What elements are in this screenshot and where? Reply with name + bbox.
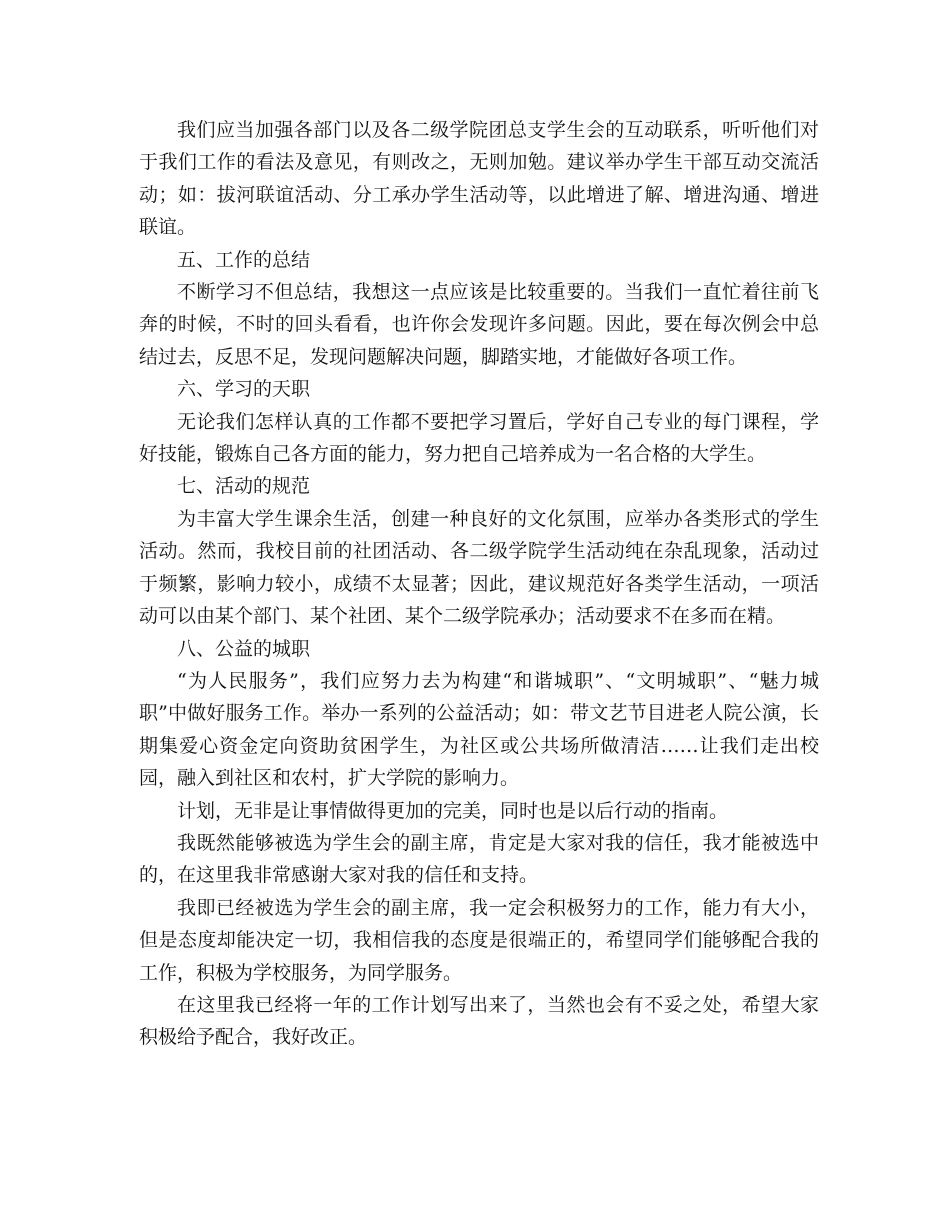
paragraph-work-summary: 不断学习不但总结，我想这一点应该是比较重要的。当我们一直忙着往前飞奔的时候，不时的回头看看，也许你会发现许多问题。因此，要在每次例会中总结过去，反思不足，发现问题解决问题，脚踏实地，才能做好各项工作。 xyxy=(139,281,819,368)
paragraph-plan-meaning: 计划，无非是让事情做得更加的完美，同时也是以后行动的指南。 xyxy=(177,799,729,822)
paragraph-public-welfare: “为人民服务”，我们应努力去为构建“和谐城职”、“文明城职”、“魅力城职”中做好服务工作。举办一系列的公益活动；如：带文艺节目进老人院公演，长期集爱心资金定向资助贫困学生，为社区或公共场所做清洁……让我们走出校园，融入到社区和农村，扩大学院的影响力。 xyxy=(139,669,819,790)
heading-study-duty: 六、学习的天职 xyxy=(177,378,311,401)
paragraph-study-duty: 无论我们怎样认真的工作都不要把学习置后，学好自己专业的每门课程，学好技能，锻炼自己各方面的能力，努力把自己培养成为一名合格的大学生。 xyxy=(139,410,819,466)
heading-public-welfare: 八、公益的城职 xyxy=(177,637,311,660)
document-body xyxy=(139,114,819,1054)
paragraph-closing: 在这里我已经将一年的工作计划写出来了，当然也会有不妥之处，希望大家积极给予配合，我好改正。 xyxy=(139,993,819,1049)
paragraph-commitment: 我即已经被选为学生会的副主席，我一定会积极努力的工作，能力有大小，但是态度却能决定一切，我相信我的态度是很端正的，希望同学们能够配合我的工作，积极为学校服务，为同学服务。 xyxy=(139,896,819,984)
heading-activity-norms: 七、活动的规范 xyxy=(177,475,311,498)
paragraph-interaction: 我们应当加强各部门以及各二级学院团总支学生会的互动联系，听听他们对于我们工作的看法及意见，有则改之，无则加勉。建议举办学生干部互动交流活动；如：拔河联谊活动、分工承办学生活动等，以此增进了解、增进沟通、增进联谊。 xyxy=(139,119,819,239)
paragraph-thanks: 我既然能够被选为学生会的副主席，肯定是大家对我的信任，我才能被选中的，在这里我非常感谢大家对我的信任和支持。 xyxy=(139,831,819,887)
heading-work-summary: 五、工作的总结 xyxy=(177,248,311,271)
paragraph-activity-norms: 为丰富大学生课余生活，创建一种良好的文化氛围，应举办各类形式的学生活动。然而，我校目前的社团活动、各二级学院学生活动纯在杂乱现象，活动过于频繁，影响力较小，成绩不太显著；因此，建议规范好各类学生活动，一项活动可以由某个部门、某个社团、某个二级学院承办；活动要求不在多而在精。 xyxy=(139,507,819,628)
